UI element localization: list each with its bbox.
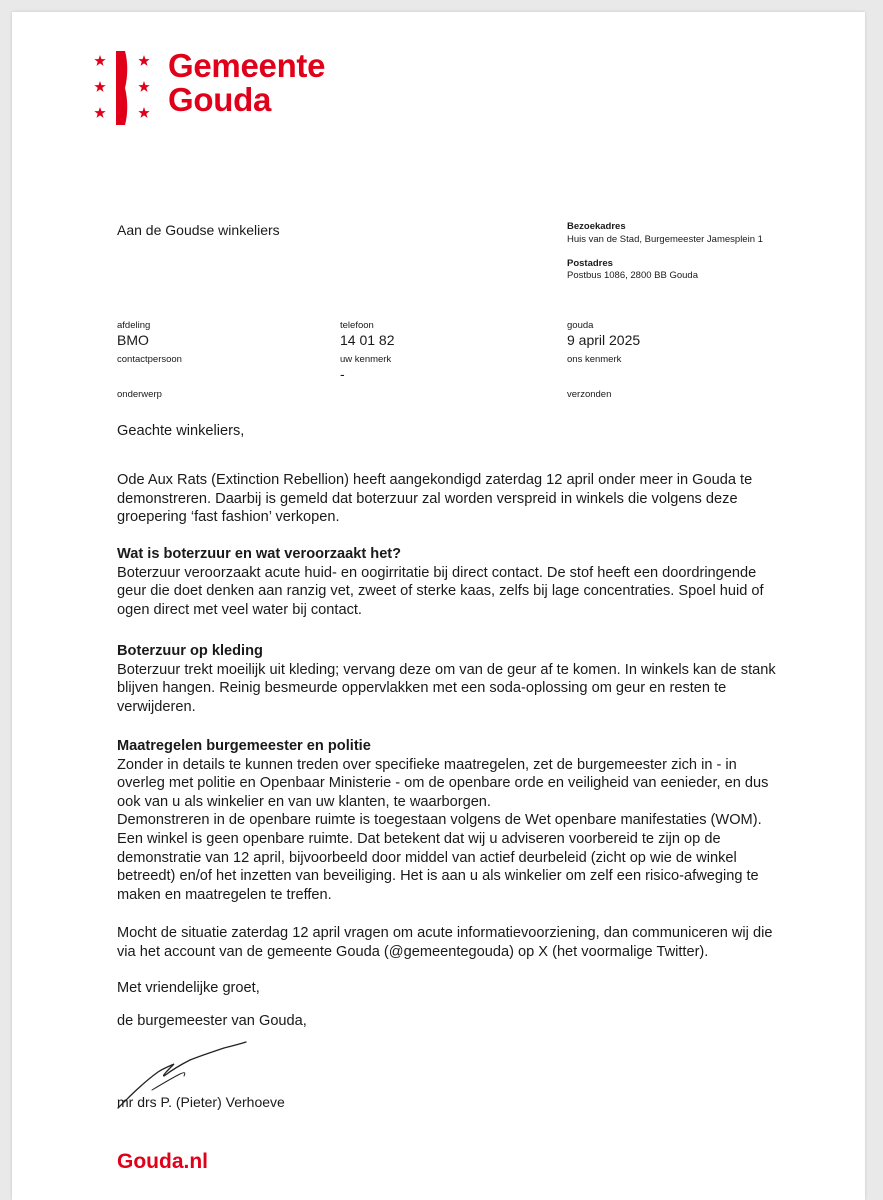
intro-paragraph xyxy=(117,471,797,527)
text-line: overleg met politie en Openbaar Ministerie - om de openbare orde en veiligheid van eenieder, en dus xyxy=(117,775,769,792)
section-boterzuur xyxy=(117,545,797,619)
text-line: Boterzuur trekt moeilijk uit kleding; vervang deze om van de geur af te komen. In winkels kan de stank xyxy=(117,661,776,678)
recipient: Aan de Goudse winkeliers xyxy=(117,222,280,238)
text-line: Mocht de situatie zaterdag 12 april vragen om acute informatievoorziening, dan communiceren wij die xyxy=(117,925,773,941)
section-heading: Maatregelen burgemeester en politie xyxy=(117,738,371,754)
post-address-value: Postbus 1086, 2800 BB Gouda xyxy=(567,270,698,281)
date-value: 9 april 2025 xyxy=(567,332,641,348)
logo-line-1: Gemeente xyxy=(168,47,326,84)
telefoon-value: 14 01 82 xyxy=(340,332,395,348)
visit-address-value: Huis van de Stad, Burgemeester Jamesplein 1 xyxy=(567,234,763,245)
text-line: blijven hangen. Reinig besmeurde oppervlakken met een soda-oplossing om geur en resten te xyxy=(117,680,727,697)
section-maatregelen xyxy=(117,737,797,904)
text-line: demonstratie van 12 april, bijvoorbeeld door middel van actief deurbeleid (zicht op wie de winkel xyxy=(117,849,737,866)
text-line: ook van u als winkelier en van uw klanten, te waarborgen. xyxy=(117,793,491,810)
uw-kenmerk-label: uw kenmerk xyxy=(340,354,392,365)
text-line: maken en maatregelen te treffen. xyxy=(117,886,332,903)
verzonden-label: verzonden xyxy=(567,389,612,400)
text-line: via het account van de gemeente Gouda (@gemeentegouda) op X (het voormalige Twitter). xyxy=(117,943,709,960)
onderwerp-label: onderwerp xyxy=(117,389,162,400)
text-line: Ode Aux Rats (Extinction Rebellion) heeft aangekondigd zaterdag 12 april onder meer in Gouda te xyxy=(117,472,753,488)
footer-website: Gouda.nl xyxy=(117,1150,208,1173)
gouda-coat-of-arms-icon xyxy=(92,48,156,128)
logo-line-2: Gouda xyxy=(168,81,271,118)
afdeling-label: afdeling xyxy=(117,320,151,331)
text-line: ogen direct met veel water bij contact. xyxy=(117,601,362,618)
text-line: Zonder in details te kunnen treden over specifieke maatregelen, zet de burgemeester zich in - in xyxy=(117,756,737,773)
text-line: geur die doet denken aan ranzig vet, zweet of sterke kaas, zelfs bij lage concentraties. Spoel huid of xyxy=(117,583,764,600)
ons-kenmerk-label: ons kenmerk xyxy=(567,354,622,365)
afdeling-value: BMO xyxy=(117,332,149,348)
text-line: groepering ‘fast fashion’ verkopen. xyxy=(117,509,340,526)
section-heading: Wat is boterzuur en wat veroorzaakt het? xyxy=(117,546,402,562)
text-line: verwijderen. xyxy=(117,698,196,715)
section-heading: Boterzuur op kleding xyxy=(117,643,263,659)
letter-page xyxy=(12,12,865,1200)
contactpersoon-label: contactpersoon xyxy=(117,354,182,365)
text-line: betreedt) en/of het inzetten van beveiliging. Het is aan u als winkelier om zelf een risico-afweging te xyxy=(117,868,759,885)
text-line: Demonstreren in de openbare ruimte is toegestaan volgens de Wet openbare manifestaties (WOM). xyxy=(117,812,762,829)
text-line: Boterzuur veroorzaakt acute huid- en oogirritatie bij direct contact. De stof heeft een doordringende xyxy=(117,564,757,581)
section-kleding xyxy=(117,642,797,716)
salutation: Geachte winkeliers, xyxy=(117,423,245,439)
logo-wordmark xyxy=(168,47,326,118)
text-line: demonstreren. Daarbij is gemeld dat boterzuur zal worden verspreid in winkels die volgens deze xyxy=(117,490,738,507)
greeting: Met vriendelijke groet, xyxy=(117,980,260,996)
signatory-role: de burgemeester van Gouda, xyxy=(117,1013,307,1029)
uw-kenmerk-value: - xyxy=(340,366,345,382)
gouda-label: gouda xyxy=(567,320,594,331)
post-address-label: Postadres xyxy=(567,258,613,269)
closing-paragraph xyxy=(117,924,797,961)
text-line: Een winkel is geen openbare ruimte. Dat betekent dat wij u adviseren voorbereid te zijn op de xyxy=(117,830,721,847)
signatory-name: mr drs P. (Pieter) Verhoeve xyxy=(117,1094,285,1110)
telefoon-label: telefoon xyxy=(340,320,374,331)
visit-address-label: Bezoekadres xyxy=(567,221,626,232)
